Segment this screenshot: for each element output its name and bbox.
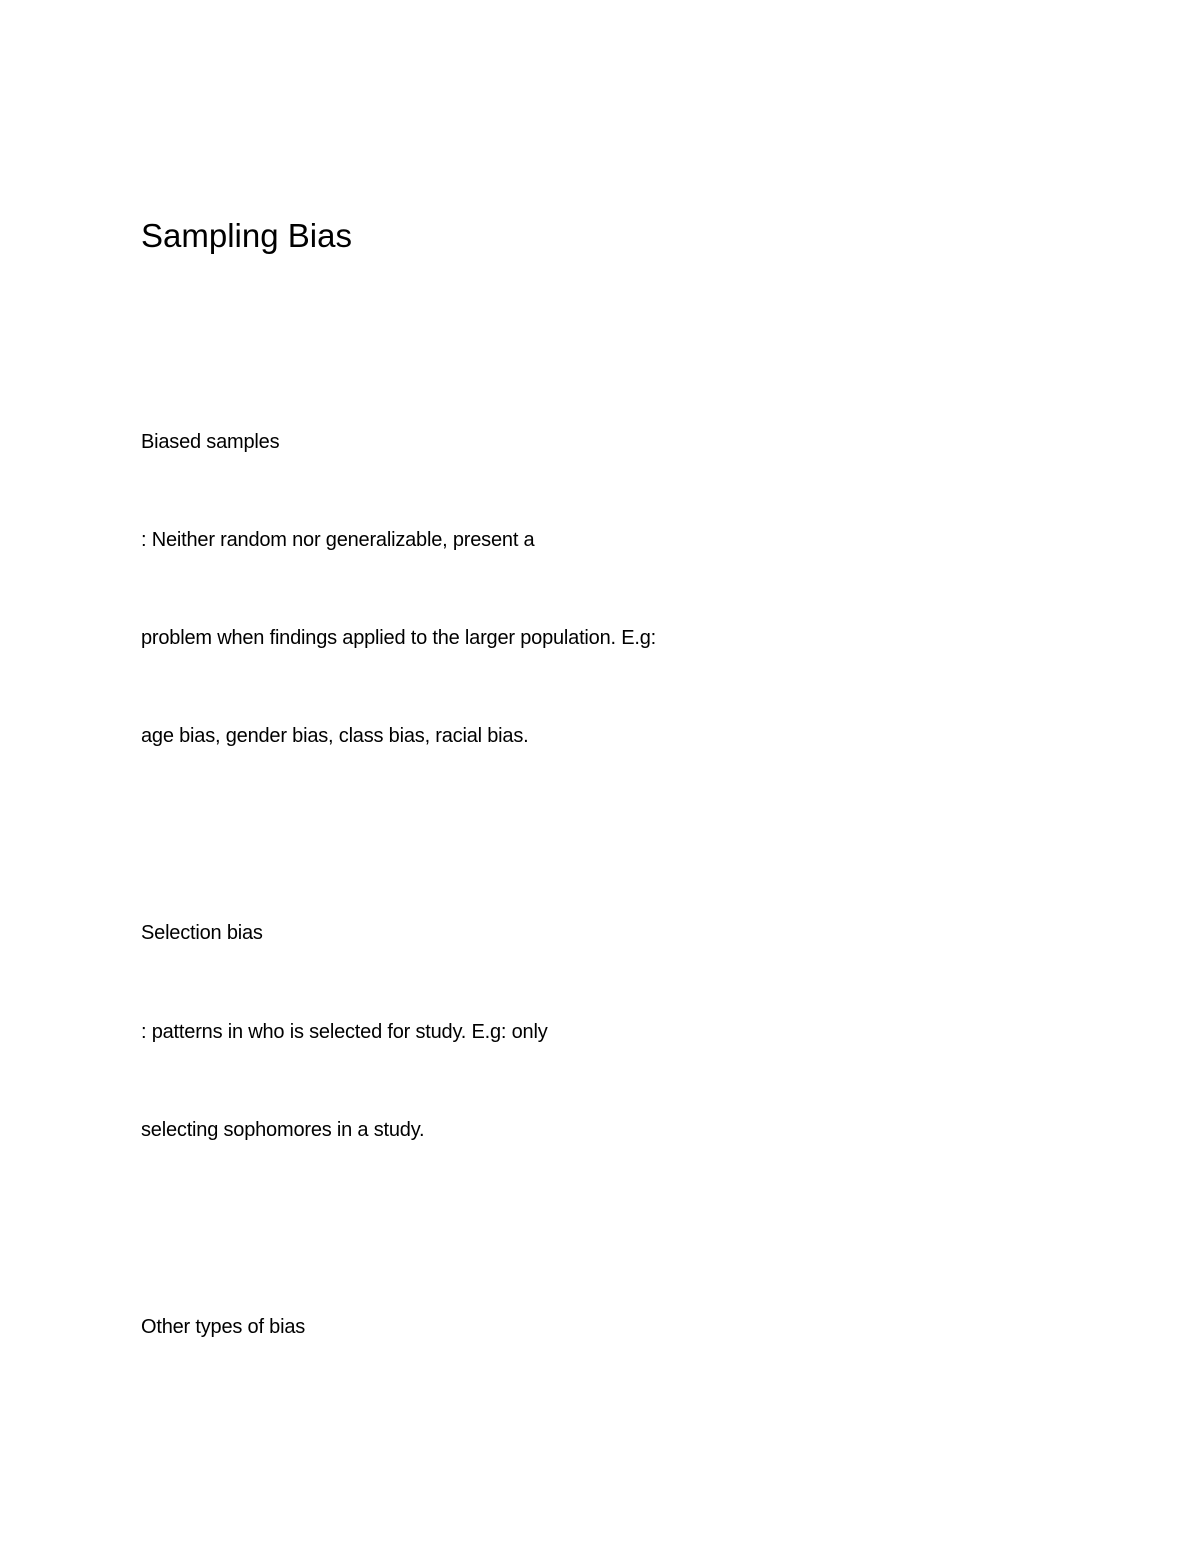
- paragraph-line: age bias, gender bias, class bias, racial bias.: [141, 725, 529, 747]
- paragraph-line: : patterns in who is selected for study. E.g: only: [141, 1021, 548, 1043]
- paragraph-line: problem when findings applied to the larger population. E.g:: [141, 627, 657, 649]
- section-heading-other-types-of-bias: Other types of bias: [141, 1316, 306, 1338]
- section-heading-biased-samples: Biased samples: [141, 431, 280, 453]
- section-heading-selection-bias: Selection bias: [141, 922, 263, 944]
- paragraph-line: selecting sophomores in a study.: [141, 1119, 425, 1141]
- page-title: Sampling Bias: [141, 217, 352, 254]
- paragraph-line: : Neither random nor generalizable, present a: [141, 529, 535, 551]
